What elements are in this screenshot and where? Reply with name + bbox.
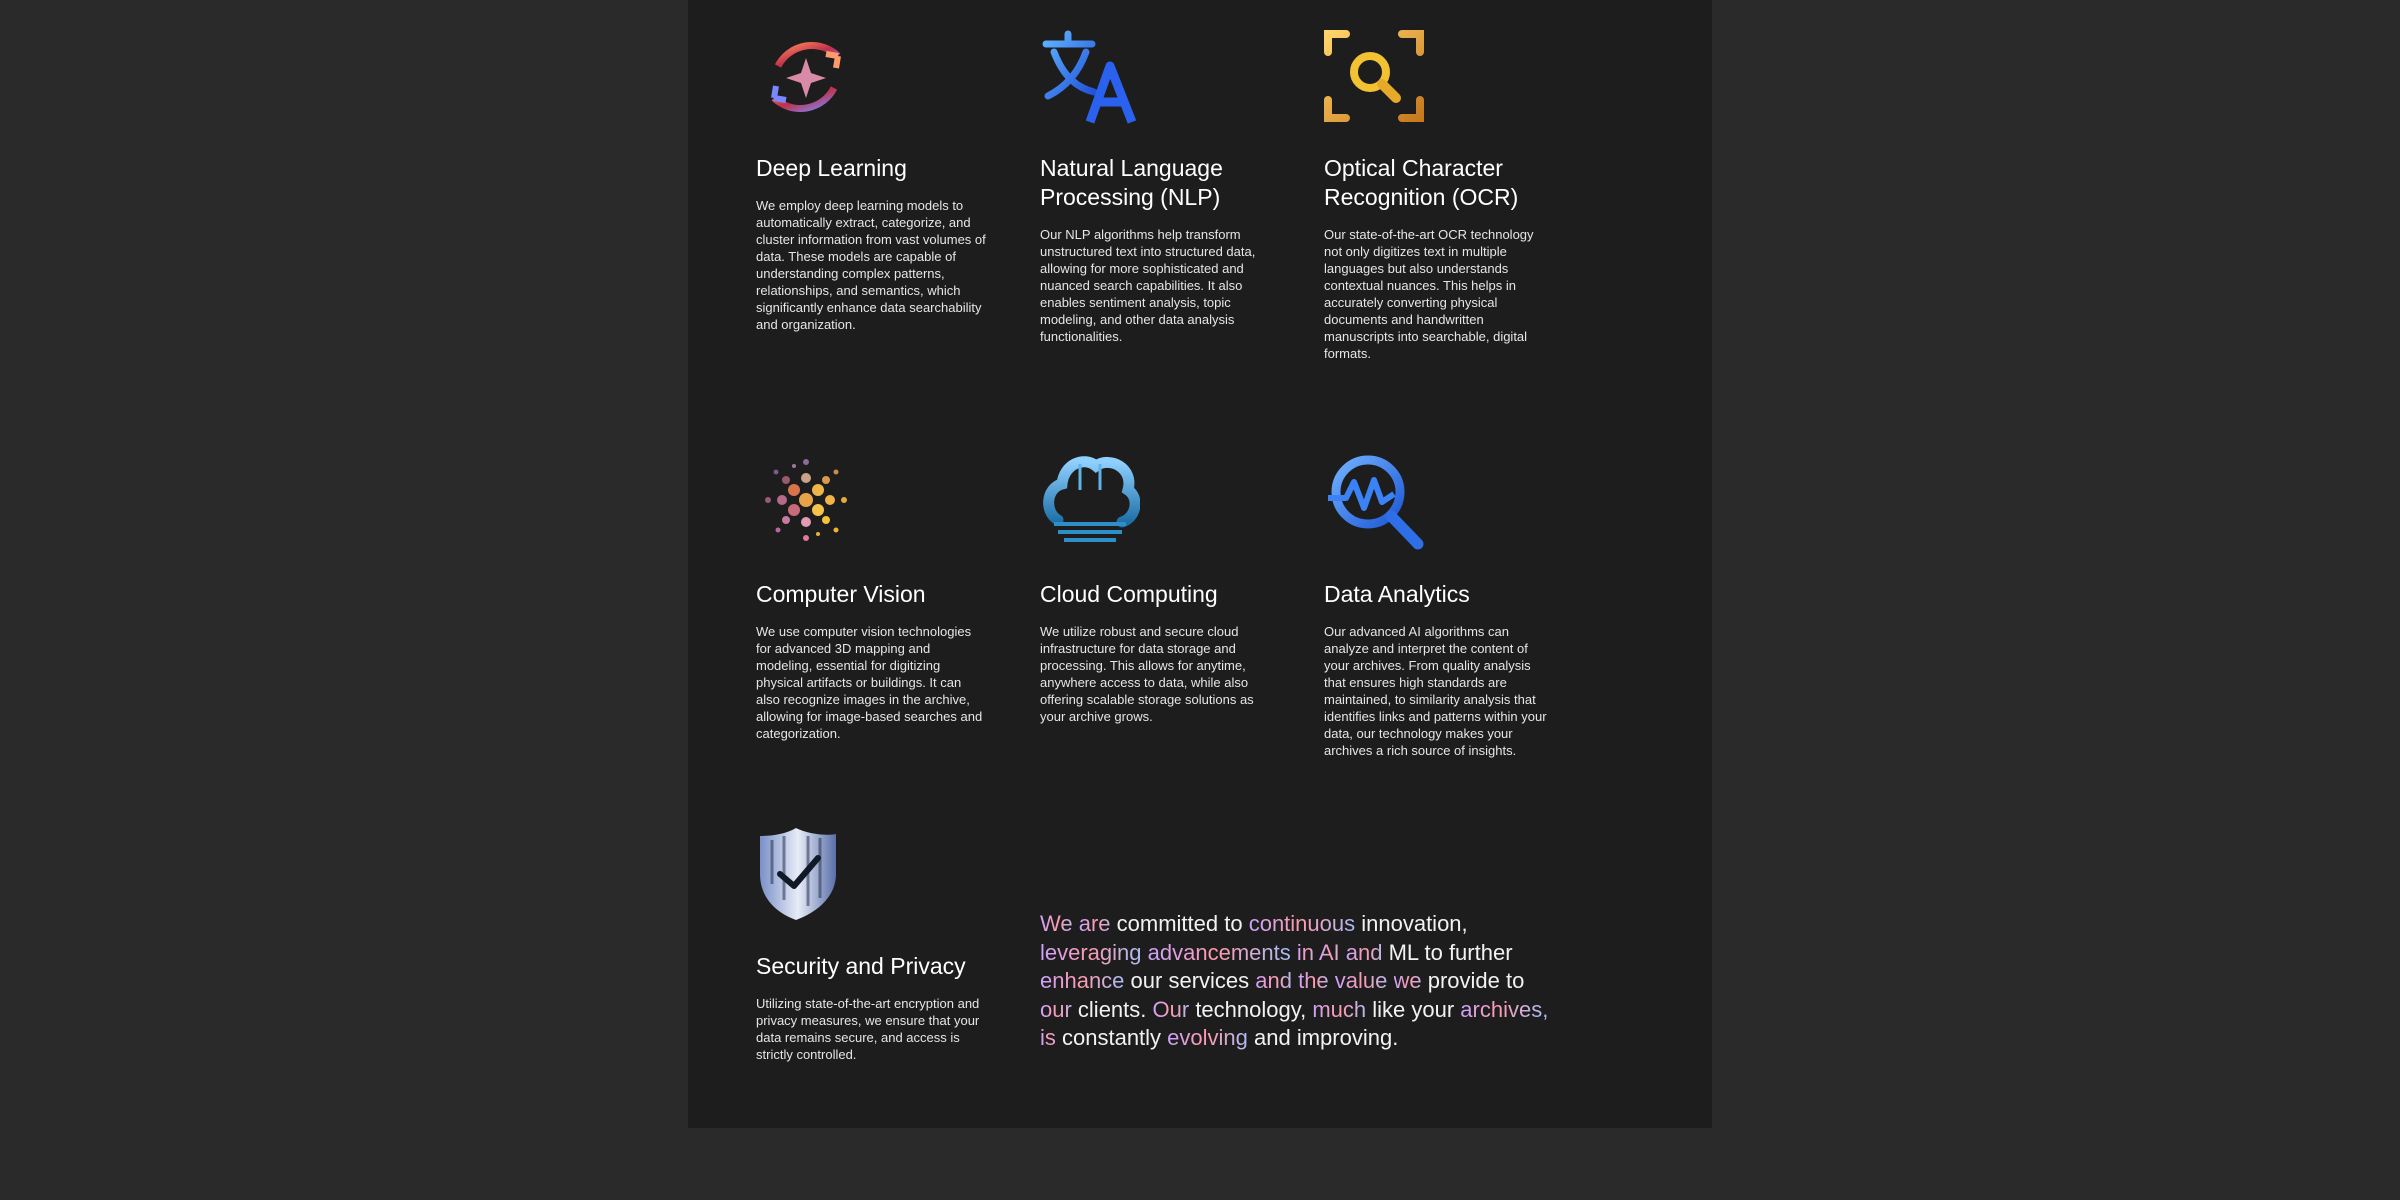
mission-word: AI: [1318, 939, 1346, 965]
mission-word: is: [1040, 1025, 1062, 1050]
analytics-magnifier-icon: [1324, 450, 1424, 550]
particles-icon: [756, 450, 856, 550]
feature-deep-learning: [756, 26, 986, 333]
mission-word: and: [1255, 968, 1299, 993]
mission-word: continuous: [1248, 911, 1362, 936]
feature-title: Deep Learning: [756, 155, 907, 181]
neural-sync-icon: [756, 26, 856, 126]
feature-computer-vision: [756, 450, 986, 742]
feature-description: We use computer vision technologies for advanced 3D mapping and modeling, essential for digitizing physical artifacts or buildings. It can also recognize images in the archive, allowing for image-based searches and categorization.: [756, 624, 983, 741]
mission-word: committed: [1116, 911, 1225, 936]
scan-magnifier-icon: [1324, 26, 1424, 126]
mission-word: Our: [1152, 996, 1196, 1022]
mission-word: clients.: [1077, 996, 1153, 1022]
mission-statement: [1040, 910, 1560, 1053]
mission-word: the: [1298, 968, 1335, 993]
feature-description: We employ deep learning models to automatically extract, categorize, and cluster information from vast volumes of data. These models are capable of understanding complex patterns, relationships, and semantics, which significantly enhance data searchability and organization.: [756, 198, 986, 332]
mission-word: further: [1448, 939, 1513, 965]
mission-word: to: [1424, 939, 1449, 965]
mission-word: are: [1078, 911, 1117, 936]
mission-word: archives,: [1460, 996, 1549, 1022]
mission-word: value: [1334, 968, 1394, 993]
mission-word: enhance: [1040, 968, 1131, 993]
feature-data-analytics: [1324, 450, 1554, 759]
cloud-icon: [1040, 450, 1140, 550]
mission-word: and: [1345, 939, 1389, 965]
mission-word: your: [1411, 996, 1461, 1022]
feature-title: Data Analytics: [1324, 581, 1470, 607]
feature-nlp: [1040, 26, 1270, 345]
feature-title: Security and Privacy: [756, 953, 966, 979]
feature-title: Optical Character Recognition (OCR): [1324, 155, 1519, 210]
feature-title: Computer Vision: [756, 581, 926, 607]
mission-word: constantly: [1062, 1025, 1168, 1050]
mission-word: ML: [1388, 939, 1425, 965]
mission-word: technology,: [1195, 996, 1313, 1022]
mission-word: our: [1040, 996, 1078, 1022]
shield-check-icon: [756, 824, 856, 924]
feature-security-privacy: [756, 824, 986, 1063]
feature-cloud-computing: [1040, 450, 1270, 725]
mission-word: We: [1040, 911, 1079, 936]
feature-description: We utilize robust and secure cloud infrastructure for data storage and processing. This allows for anytime, anywhere access to data, while also offering scalable storage solutions as your archive grows.: [1040, 624, 1254, 724]
feature-description: Our state-of-the-art OCR technology not only digitizes text in multiple languages but also understands contextual nuances. This helps in accurately converting physical documents and handwritten manuscripts into searchable, digital formats.: [1324, 227, 1534, 361]
mission-word: to: [1224, 911, 1249, 936]
mission-word: and: [1254, 1025, 1297, 1050]
feature-description: Our NLP algorithms help transform unstructured text into structured data, allowing for more sophisticated and nuanced search capabilities. It also enables sentiment analysis, topic modeling, and other data analysis functionalities.: [1040, 227, 1256, 344]
mission-word: evolving: [1167, 1025, 1255, 1050]
feature-title: Cloud Computing: [1040, 581, 1218, 607]
mission-word: to: [1506, 968, 1525, 993]
mission-word: provide: [1427, 968, 1507, 993]
feature-title: Natural Language Processing (NLP): [1040, 155, 1223, 210]
mission-word: our: [1130, 968, 1169, 993]
translate-icon: [1040, 26, 1140, 126]
mission-word: innovation,: [1361, 911, 1468, 936]
mission-word: much: [1312, 996, 1373, 1022]
mission-word: services: [1168, 968, 1256, 993]
feature-ocr: [1324, 26, 1554, 362]
feature-description: Utilizing state-of-the-art encryption and privacy measures, we ensure that your data remains secure, and access is strictly controlled.: [756, 996, 980, 1062]
mission-word: leveraging: [1040, 939, 1148, 965]
feature-description: Our advanced AI algorithms can analyze and interpret the content of your archives. From quality analysis that ensures high standards are maintained, to similarity analysis that identifies links and patterns within your data, our technology makes your archives a rich source of insights.: [1324, 624, 1547, 758]
mission-text: [1040, 911, 1548, 1050]
mission-word: we: [1393, 968, 1428, 993]
mission-word: in: [1296, 939, 1319, 965]
mission-word: improving.: [1296, 1025, 1399, 1050]
mission-word: like: [1372, 996, 1412, 1022]
mission-word: advancements: [1147, 939, 1297, 965]
